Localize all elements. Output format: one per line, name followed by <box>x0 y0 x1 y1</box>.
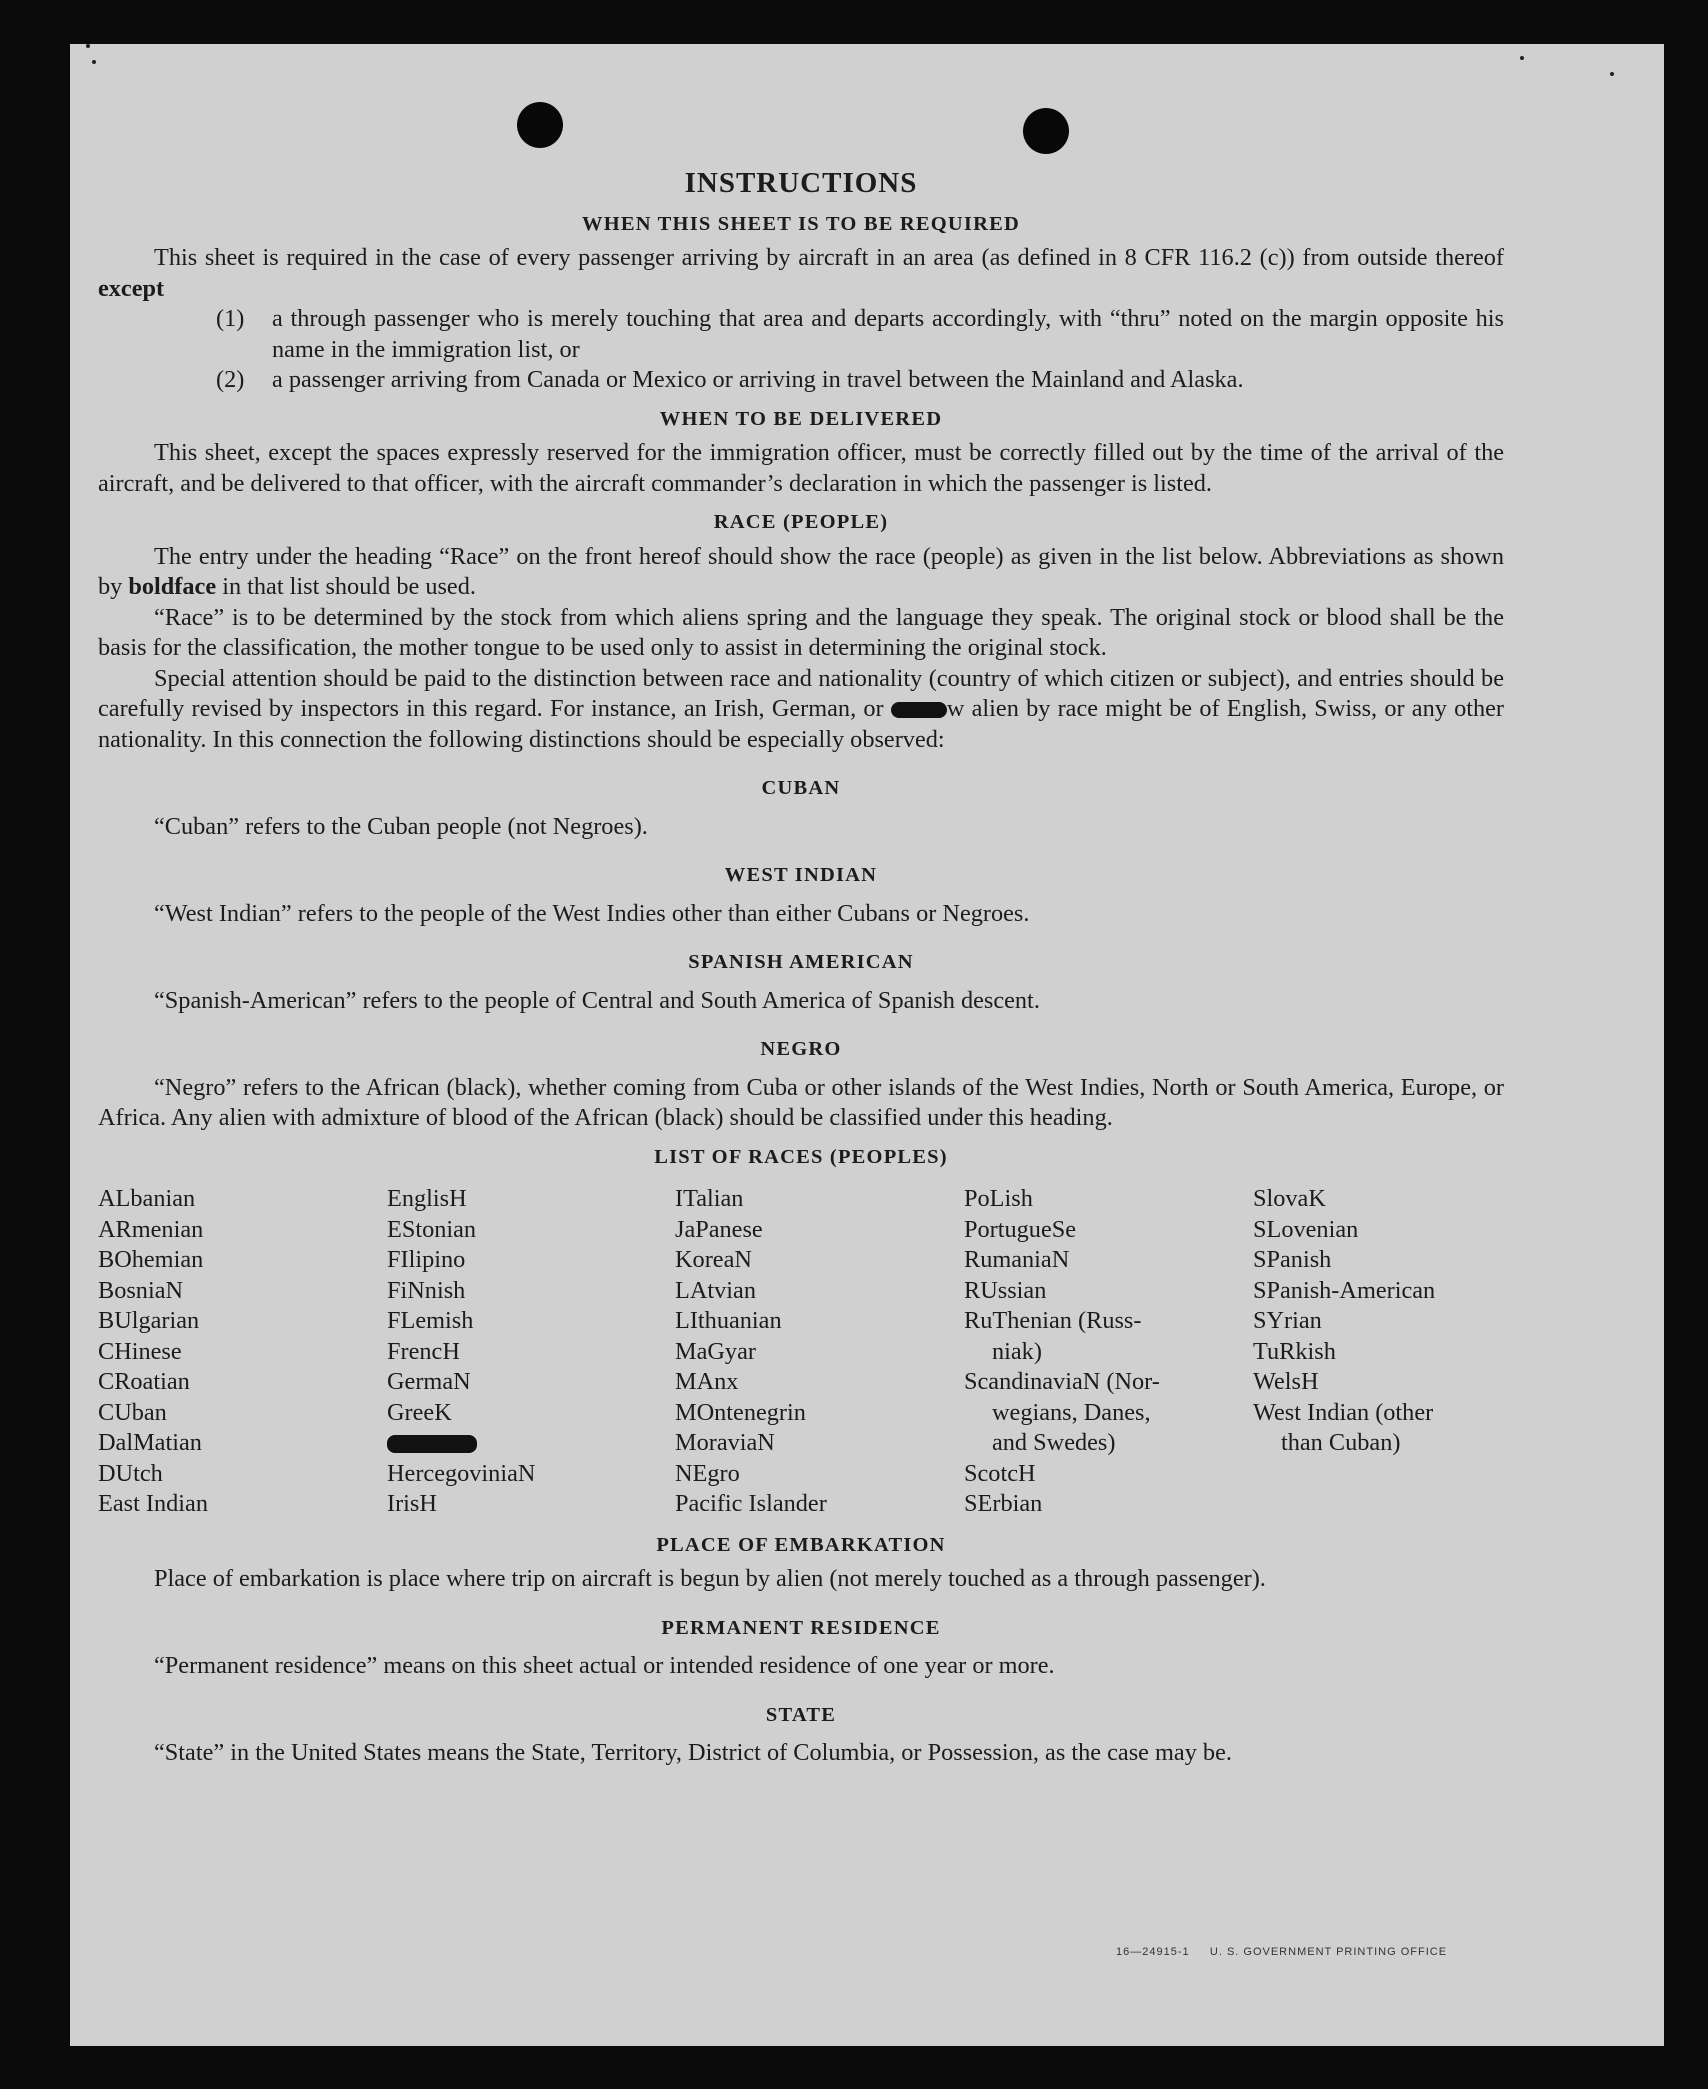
page-title: INSTRUCTIONS <box>684 167 918 199</box>
paragraph-race-3: Special attention should be paid to the distinction between race and nationality (country of which citizen or subject), and entries should be carefully revised by inspectors in this regard. For instance, an Irish, German, or w alien by race might be of English, Swiss, or any other nationality. In this connection the following distinctions should be especially observed: <box>98 664 1505 753</box>
race-entry: FLemish <box>387 1307 474 1334</box>
race-entry: RUssian <box>964 1276 1047 1304</box>
races-column <box>1253 1184 1504 1520</box>
printer-name: U. S. GOVERNMENT PRINTING OFFICE <box>1209 1946 1448 1958</box>
speck <box>1610 72 1614 76</box>
race-entry: BosniaN <box>98 1276 184 1304</box>
heading-permanent-residence: PERMANENT RESIDENCE <box>661 1616 941 1639</box>
punch-hole-left <box>517 102 563 148</box>
race-entry: RuThenian (Russ- <box>964 1307 1142 1334</box>
race-entry: EStonian <box>387 1215 477 1243</box>
paragraph-when-required: This sheet is required in the case of every passenger arriving by aircraft in an area (as defined in 8 CFR 116.2 (c)) from outside thereof except <box>98 244 1504 302</box>
paragraph-west-indian: “West Indian” refers to the people of the West Indies other than either Cubans or Negroes. <box>154 899 1030 927</box>
race-entry: MAnx <box>675 1368 739 1395</box>
speck <box>86 44 90 48</box>
instructions-body <box>98 168 1504 1769</box>
races-column <box>675 1184 964 1520</box>
paragraph-race-2: “Race” is to be determined by the stock from which aliens spring and the language they speak. The original stock or blood shall be the basis for the classification, the mother tongue to be used only to assist in determining the original stock. <box>98 603 1504 661</box>
race-entry: HercegoviniaN <box>387 1459 536 1487</box>
paragraph-cuban: “Cuban” refers to the Cuban people (not Negroes). <box>154 812 648 840</box>
list-item: (1) a through passenger who is merely touching that area and departs accordingly, with “thru” noted on the margin opposite his name in the immigration list, or <box>216 305 1504 363</box>
race-entry: FiNnish <box>387 1276 466 1304</box>
race-entry: EnglisH <box>387 1185 467 1212</box>
race-entry: CRoatian <box>98 1368 190 1395</box>
heading-state: STATE <box>765 1703 837 1726</box>
race-entry: ScotcH <box>964 1459 1036 1487</box>
races-column <box>98 1184 387 1520</box>
race-entry: SErbian <box>964 1490 1043 1517</box>
heading-cuban: CUBAN <box>761 777 841 799</box>
paragraph-race-1: The entry under the heading “Race” on the front hereof should show the race (people) as given in the list below. Abbreviations as shown by boldface in that list should be used. <box>98 542 1504 600</box>
races-column <box>387 1184 675 1520</box>
speck <box>92 60 96 64</box>
heading-negro: NEGRO <box>760 1038 842 1060</box>
form-footer <box>1116 1946 1447 1958</box>
race-entry: West Indian (other <box>1253 1398 1434 1426</box>
races-list <box>98 1184 1504 1520</box>
race-entry: GreeK <box>387 1398 452 1426</box>
races-column <box>964 1184 1253 1520</box>
paragraph-negro: “Negro” refers to the African (black), whether coming from Cuba or other islands of the West Indies, North or South America, Europe, or Africa. Any alien with admixture of blood of the African (black) should be classified under this heading. <box>98 1073 1504 1131</box>
race-entry: JaPanese <box>675 1215 763 1243</box>
race-entry-continued: niak) <box>992 1337 1042 1365</box>
race-entry: ALbanian <box>98 1185 196 1212</box>
heading-when-required: WHEN THIS SHEET IS TO BE REQUIRED <box>582 212 1020 235</box>
paragraph-spanish-american: “Spanish-American” refers to the people of Central and South America of Spanish descent. <box>154 986 1040 1014</box>
race-entry: MaGyar <box>675 1337 756 1365</box>
race-entry: DUtch <box>98 1459 163 1487</box>
race-entry: LIthuanian <box>675 1307 782 1334</box>
race-entry: ARmenian <box>98 1215 204 1243</box>
race-entry-continued: than Cuban) <box>1281 1429 1401 1456</box>
race-entry: SLovenian <box>1253 1215 1359 1243</box>
race-entry: CUban <box>98 1398 167 1426</box>
race-entry: ITalian <box>675 1185 744 1212</box>
race-entry: SYrian <box>1253 1307 1322 1334</box>
paragraph-embarkation: Place of embarkation is place where trip on aircraft is begun by alien (not merely touched as a through passenger). <box>154 1565 1266 1592</box>
race-entry: IrisH <box>387 1490 437 1517</box>
race-entry: BOhemian <box>98 1246 204 1273</box>
race-entry: BUlgarian <box>98 1307 200 1334</box>
paragraph-state: “State” in the United States means the State, Territory, District of Columbia, or Possession, as the case may be. <box>154 1739 1232 1766</box>
race-entry: NEgro <box>675 1459 740 1487</box>
paragraph-permanent-residence: “Permanent residence” means on this sheet actual or intended residence of one year or more. <box>154 1652 1055 1679</box>
list-item: (2) a passenger arriving from Canada or Mexico or arriving in travel between the Mainland and Alaska. <box>216 366 1244 393</box>
redaction-mark <box>387 1435 477 1453</box>
race-entry: GermaN <box>387 1368 471 1395</box>
punch-hole-right <box>1023 108 1069 154</box>
race-entry: CHinese <box>98 1337 182 1365</box>
document-sheet <box>70 44 1664 2046</box>
race-entry: MOntenegrin <box>675 1398 806 1426</box>
race-entry: Pacific Islander <box>675 1490 827 1517</box>
heading-spanish-american: SPANISH AMERICAN <box>688 951 914 973</box>
race-entry-continued: wegians, Danes, <box>992 1398 1151 1426</box>
race-entry-continued: and Swedes) <box>992 1429 1116 1456</box>
race-entry: SlovaK <box>1253 1185 1326 1212</box>
race-entry-redacted <box>387 1428 675 1459</box>
speck <box>1520 56 1524 60</box>
heading-race: RACE (PEOPLE) <box>713 511 889 533</box>
race-entry: PortugueSe <box>964 1215 1077 1243</box>
race-entry: WelsH <box>1253 1368 1319 1395</box>
heading-embarkation: PLACE OF EMBARKATION <box>656 1533 946 1556</box>
heading-when-delivered: WHEN TO BE DELIVERED <box>659 407 943 430</box>
race-entry: FIlipino <box>387 1246 466 1273</box>
heading-west-indian: WEST INDIAN <box>724 864 878 886</box>
race-entry: DalMatian <box>98 1429 202 1456</box>
race-entry: PoLish <box>964 1185 1033 1212</box>
heading-list-of-races: LIST OF RACES (PEOPLES) <box>654 1145 948 1168</box>
race-entry: FrencH <box>387 1337 460 1365</box>
race-entry: RumaniaN <box>964 1246 1070 1273</box>
race-entry: East Indian <box>98 1490 208 1517</box>
race-entry: TuRkish <box>1253 1337 1336 1365</box>
race-entry: SPanish-American <box>1253 1276 1436 1304</box>
race-entry: LAtvian <box>675 1276 756 1304</box>
race-entry: MoraviaN <box>675 1429 775 1456</box>
race-entry: KoreaN <box>675 1246 752 1273</box>
form-number: 16—24915-1 <box>1116 1946 1190 1958</box>
paragraph-when-delivered: This sheet, except the spaces expressly reserved for the immigration officer, must be correctly filled out by the time of the arrival of the aircraft, and be delivered to that officer, with the aircraft commander’s declaration in which the passenger is listed. <box>98 439 1504 497</box>
race-entry: SPanish <box>1253 1246 1332 1273</box>
race-entry: ScandinaviaN (Nor- <box>964 1368 1160 1395</box>
redaction-mark <box>891 702 947 718</box>
